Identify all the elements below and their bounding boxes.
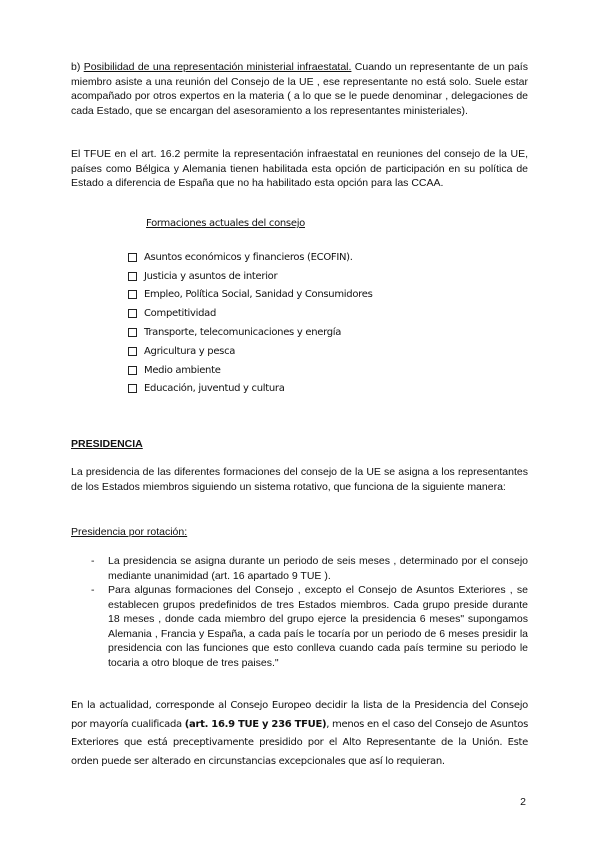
list-item: Educación, juventud y cultura	[128, 380, 373, 399]
list-item: Agricultura y pesca	[128, 342, 373, 361]
checkbox-icon	[128, 347, 137, 356]
list-item: - La presidencia se asigna durante un periodo de seis meses , determinado por el consejo mediante unanimidad (art. 16 apartado 9 TUE ).	[91, 554, 528, 583]
legal-reference: (art. 16.9 TUE y 236 TFUE)	[184, 718, 327, 730]
rotacion-heading: Presidencia por rotación:	[71, 526, 188, 538]
checkbox-icon	[128, 309, 137, 318]
list-item: Empleo, Política Social, Sanidad y Consumidores	[128, 286, 373, 305]
checkbox-icon	[128, 366, 137, 375]
presidencia-heading: PRESIDENCIA	[71, 438, 143, 450]
formaciones-heading: Formaciones actuales del consejo	[146, 218, 305, 229]
list-item: Medio ambiente	[128, 361, 373, 380]
list-item: Competitividad	[128, 304, 373, 323]
section-b-body: Cuando un representante de un país miembro asiste a una reunión del Consejo de la UE , ese representante no está solo. Suele estar acompañado por otros expertos en la materia ( a lo que se le puede denominar , delegaciones de cada Estado, que se encargan del asesoramiento a los representantes ministeriales).	[71, 61, 528, 117]
section-b-prefix: b)	[71, 61, 84, 73]
list-item: Transporte, telecomunicaciones y energía	[128, 323, 373, 342]
list-item: Asuntos económicos y financieros (ECOFIN).	[128, 248, 373, 267]
checkbox-icon	[128, 272, 137, 281]
formaciones-list	[128, 248, 373, 398]
tfue-paragraph: El TFUE en el art. 16.2 permite la representación infraestatal en reuniones del consejo de la UE, países como Bélgica y Alemania tienen habilitada esta opción de participación en su política de Estado a diferencia de España que no ha habilitado esta opción para las CCAA.	[71, 148, 528, 189]
list-item: Justicia y asuntos de interior	[128, 267, 373, 286]
checkbox-icon	[128, 328, 137, 337]
section-b-paragraph	[71, 60, 528, 118]
list-item: - Para algunas formaciones del Consejo , excepto el Consejo de Asuntos Exteriores , se establecen grupos predefinidos de tres Estados miembros. Cada grupo preside durante 18 meses , donde cada miembro del grupo ejerce la presidencia 6 meses" supongamos Alemania , Francia y España, a cada país le tocaría por un periodo de 6 meses presidir la presidencia con las funciones que esto conlleva cuando cada país termine su periodo le tocaria a otro bloque de tres paises."	[91, 583, 528, 670]
page-number: 2	[520, 796, 526, 808]
rotacion-list	[91, 554, 528, 670]
checkbox-icon	[128, 290, 137, 299]
presidencia-intro: La presidencia de las diferentes formaciones del consejo de la UE se asigna a los representantes de los Estados miembros siguiendo un sistema rotativo, que funciona de la siguiente manera:	[71, 466, 528, 493]
checkbox-icon	[128, 253, 137, 262]
actualidad-paragraph: En la actualidad, corresponde al Consejo Europeo decidir la lista de la Presidencia del Consejo por mayoría cualificada (art. 16.9 TUE y 236 TFUE), menos en el caso del Consejo de Asuntos Exteriores que está preceptivamente presidido por el Alto Representante de la Unión. Este orden puede ser alterado en circunstancias excepcionales que así lo requieran.	[71, 700, 528, 767]
checkbox-icon	[128, 384, 137, 393]
section-b-title: Posibilidad de una representación ministerial infraestatal.	[83, 61, 352, 73]
